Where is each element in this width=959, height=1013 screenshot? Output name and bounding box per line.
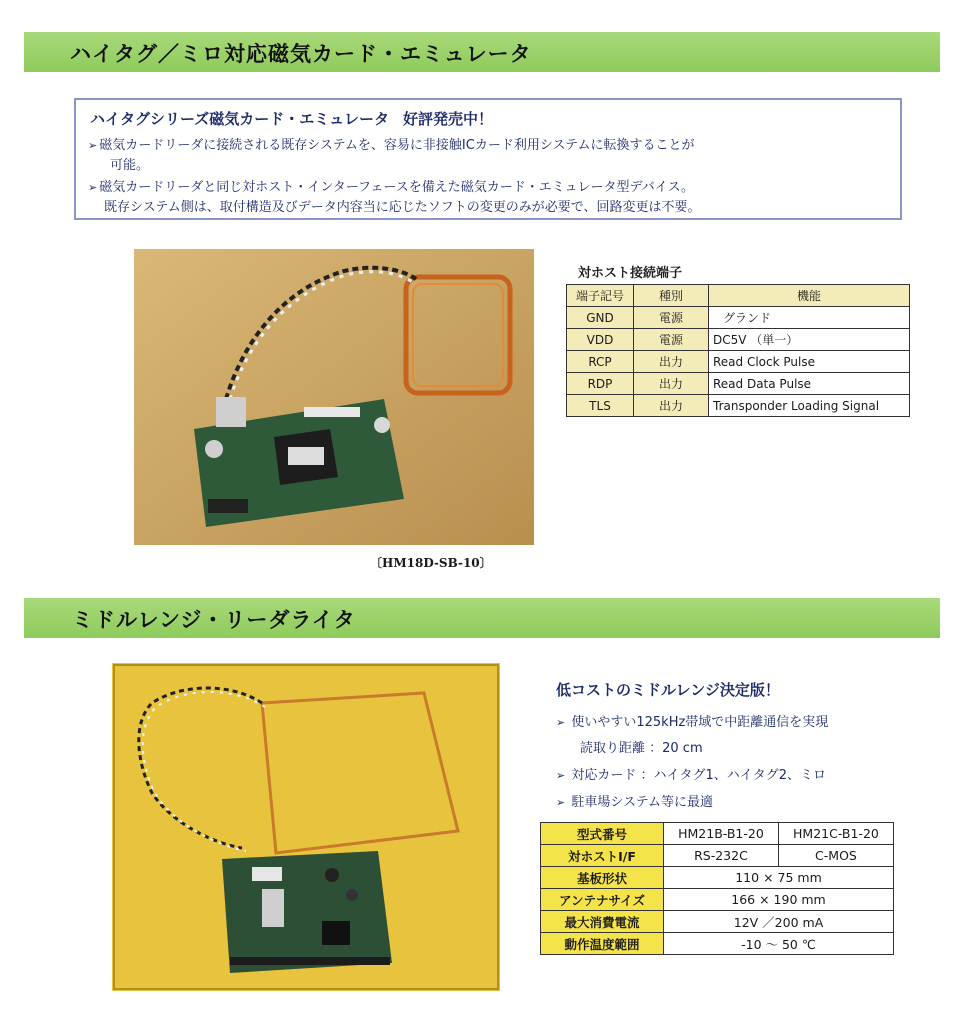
section2-title: ミドルレンジ・リーダライタ <box>72 608 356 632</box>
spec-label: 対ホストI/F <box>541 845 664 867</box>
intro-headline: ハイタグシリーズ磁気カード・エミュレータ 好評発売中！ <box>90 110 493 128</box>
terminal-table-title: 対ホスト接続端子 <box>578 266 683 281</box>
arrow-icon: ➢ <box>88 139 98 152</box>
cell: 電源 <box>634 329 709 351</box>
table-row <box>541 911 894 933</box>
cell: Transponder Loading Signal <box>709 395 910 417</box>
table-row <box>541 889 894 911</box>
intro-box <box>74 98 902 220</box>
table-row <box>541 845 894 867</box>
point-1: ➢ 使いやすい125kHz帯域で中距離通信を実現 <box>556 715 829 730</box>
terminal-table <box>566 284 910 417</box>
cell: 出力 <box>634 373 709 395</box>
table-row <box>567 307 910 329</box>
spec-label: アンテナサイズ <box>541 889 664 911</box>
col-header: 端子記号 <box>567 285 634 307</box>
table-row <box>567 351 910 373</box>
section1-title: ハイタグ／ミロ対応磁気カード・エミュレータ <box>70 42 532 66</box>
col-header: 種別 <box>634 285 709 307</box>
table-header-row <box>567 285 910 307</box>
spec-value: 12V ／200 mA <box>664 911 894 933</box>
cell: 出力 <box>634 395 709 417</box>
spec-label: 基板形状 <box>541 867 664 889</box>
table-row <box>541 867 894 889</box>
cell: VDD <box>567 329 634 351</box>
spec-label: 型式番号 <box>541 823 664 845</box>
arrow-icon: ➢ <box>556 769 566 782</box>
spec-value: 166 × 190 mm <box>664 889 894 911</box>
point-1-detail: 読取り距離 ：20 cm <box>580 741 703 756</box>
section2-banner <box>24 598 940 638</box>
spec-value: -10 ～ 50 ℃ <box>664 933 894 955</box>
arrow-icon: ➢ <box>88 181 98 194</box>
spec-value: HM21C-B1-20 <box>778 823 893 845</box>
photo-caption: 〔HM18D-SB-10〕 <box>370 556 492 570</box>
spec-label: 動作温度範囲 <box>541 933 664 955</box>
cell: Read Clock Pulse <box>709 351 910 373</box>
cell: 電源 <box>634 307 709 329</box>
intro-bullet-2-cont: 既存システム側は、取付構造及びデータ内容当に応じたソフトの変更のみが必要で、回路変更は不要。 <box>104 200 701 215</box>
cell: Read Data Pulse <box>709 373 910 395</box>
section2-headline: 低コストのミドルレンジ決定版！ <box>556 681 780 699</box>
intro-bullet-1: ➢ 磁気カードリーダに接続される既存システムを、容易に非接触ICカード利用システムに転換することが <box>88 138 695 153</box>
spec-value: C-MOS <box>778 845 893 867</box>
cell: 出力 <box>634 351 709 373</box>
cell: TLS <box>567 395 634 417</box>
intro-bullet-2: ➢ 磁気カードリーダと同じ対ホスト・インターフェースを備えた磁気カード・エミュレータ型デバイス。 <box>88 180 694 195</box>
reader-writer-photo <box>112 663 500 991</box>
spec-label: 最大消費電流 <box>541 911 664 933</box>
table-row <box>567 395 910 417</box>
arrow-icon: ➢ <box>556 796 566 809</box>
section1-banner <box>24 32 940 72</box>
table-row <box>567 373 910 395</box>
intro-bullet-1-cont: 可能。 <box>110 158 150 173</box>
table-row <box>541 933 894 955</box>
cell: グランド <box>709 307 910 329</box>
cell: RDP <box>567 373 634 395</box>
cell: RCP <box>567 351 634 373</box>
spec-table <box>540 822 894 955</box>
cell: GND <box>567 307 634 329</box>
point-2: ➢ 対応カード ：ハイタグ1、ハイタグ2、ミロ <box>556 768 827 783</box>
cell: DC5V （単一） <box>709 329 910 351</box>
table-row <box>541 823 894 845</box>
col-header: 機能 <box>709 285 910 307</box>
arrow-icon: ➢ <box>556 716 566 729</box>
spec-value: HM21B-B1-20 <box>664 823 779 845</box>
table-row <box>567 329 910 351</box>
spec-value: RS-232C <box>664 845 779 867</box>
emulator-board-photo <box>134 249 534 545</box>
point-3: ➢ 駐車場システム等に最適 <box>556 795 714 810</box>
spec-value: 110 × 75 mm <box>664 867 894 889</box>
